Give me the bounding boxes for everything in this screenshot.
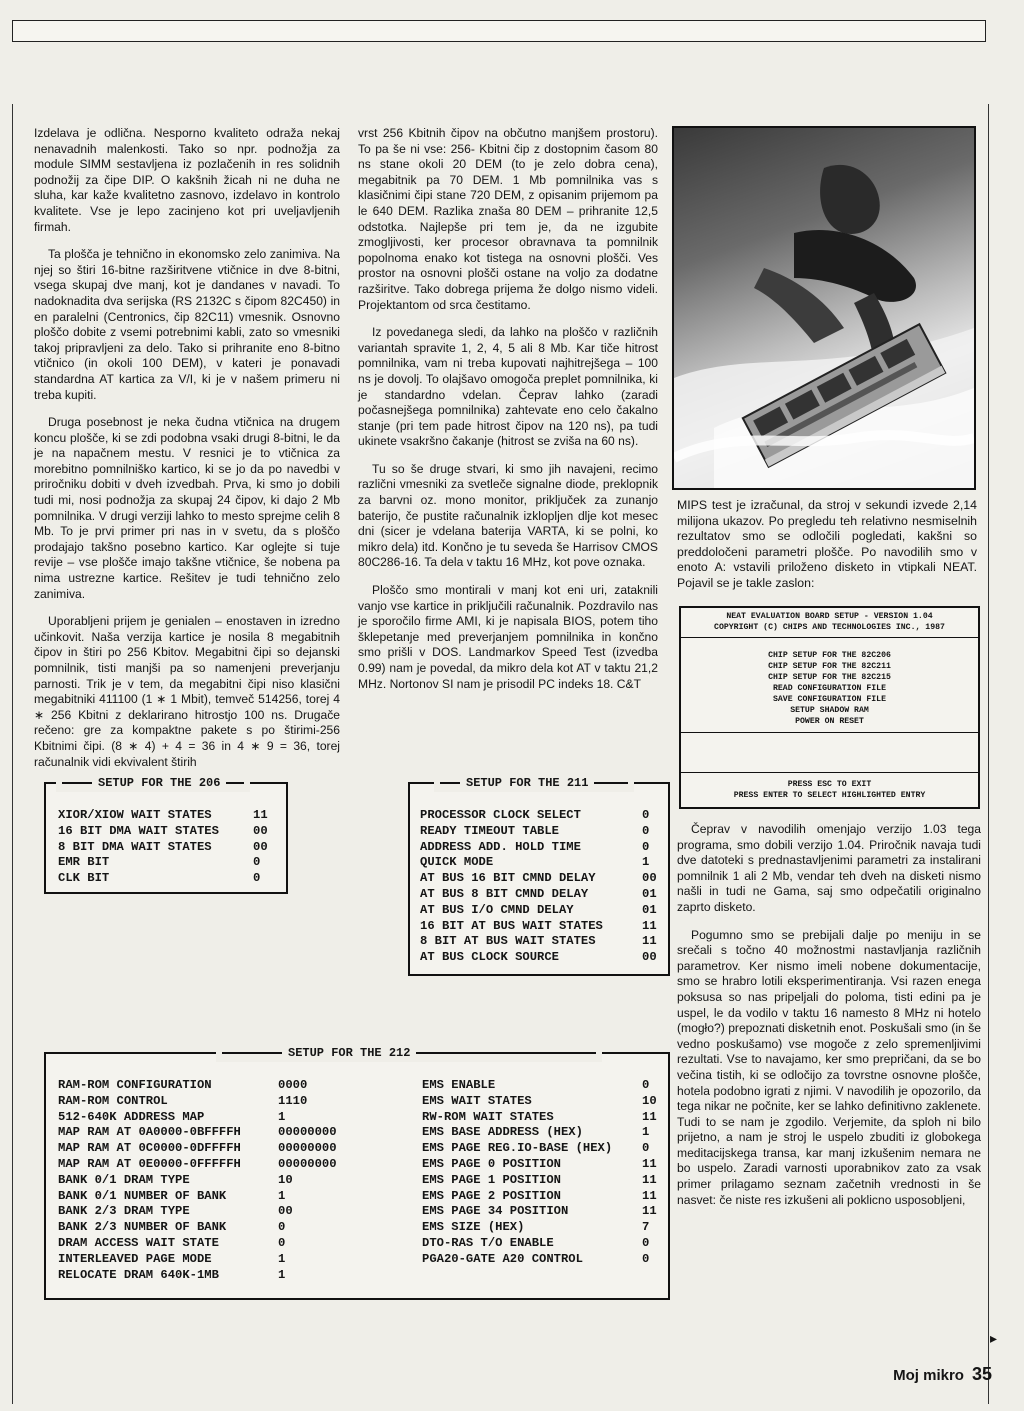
header-rule-box (12, 20, 986, 42)
setup-key: EMS PAGE 1 POSITION (422, 1172, 561, 1187)
setup-key: BANK 0/1 DRAM TYPE (58, 1172, 190, 1187)
setup-206-title (56, 774, 250, 792)
column-3-caption (677, 498, 977, 592)
setup-value: 00 (642, 950, 657, 965)
setup-value: 11 (642, 934, 657, 949)
setup-row (58, 840, 278, 856)
photo-illustration (674, 128, 974, 488)
setup-value: 0 (642, 1141, 650, 1156)
setup-key: MAP RAM AT 0A0000-0BFFFFH (58, 1125, 241, 1140)
setup-key: EMS PAGE 2 POSITION (422, 1188, 561, 1203)
column-2 (358, 126, 658, 704)
neat-footer-line: PRESS ESC TO EXIT (787, 780, 872, 789)
setup-value: 1 (278, 1188, 286, 1203)
setup-row (420, 903, 660, 919)
setup-value: 10 (278, 1172, 293, 1187)
setup-row (422, 1204, 662, 1220)
setup-206-rows (58, 808, 278, 887)
setup-value: 1 (642, 1125, 650, 1140)
neat-menu-item: SETUP SHADOW RAM (790, 706, 869, 715)
setup-value: 11 (642, 1204, 657, 1219)
setup-key: BANK 2/3 NUMBER OF BANK (58, 1220, 227, 1235)
setup-key: EMS BASE ADDRESS (HEX) (422, 1125, 583, 1140)
setup-row (58, 1094, 358, 1110)
neat-header-line: COPYRIGHT (C) CHIPS AND TECHNOLOGIES INC., 1987 (714, 623, 945, 632)
setup-key: DTO-RAS T/O ENABLE (422, 1235, 554, 1250)
setup-row (58, 1110, 358, 1126)
setup-row (420, 871, 660, 887)
setup-key: EMS SIZE (HEX) (422, 1220, 525, 1235)
setup-key: 16 BIT DMA WAIT STATES (58, 823, 219, 838)
paragraph: MIPS test je izračunal, da stroj v sekundi izvede 2,14 milijona ukazov. Po pregledu teh relativno nesmiselnih rezultatov smo se odločili pogledati, kakšni so preddoločeni parametri plošče. Po navodilih smo v enoto A: vstavili priloženo disketo in vtipkali NEAT. Pojavil se je takle zaslon: (677, 498, 977, 590)
setup-value: 0 (253, 855, 261, 870)
setup-key: EMS PAGE 0 POSITION (422, 1156, 561, 1171)
page-number: 35 (971, 1364, 992, 1384)
setup-value: 00 (253, 839, 268, 854)
neat-footer-line: PRESS ENTER TO SELECT HIGHLIGHTED ENTRY (733, 791, 926, 800)
setup-key: CLK BIT (58, 871, 110, 886)
setup-row (420, 919, 660, 935)
setup-row (422, 1236, 662, 1252)
setup-key: 8 BIT AT BUS WAIT STATES (420, 934, 596, 949)
setup-key: AT BUS I/O CMND DELAY (420, 902, 574, 917)
paragraph: Druga posebnost je neka čudna vtičnica na drugem koncu plošče, ki se zdi podobna vsaki drugi 8-bitni, le da je na napačnem mestu. V resnici je to vtičnica za morebitno pomnilniško kartico, ki se jo da po navedbi v priročniku dobiti v dveh izvedbah. Prva, ki smo jo dobili tudi mi, nosi podnožja za skupaj 24 čipov, ki dajo 2 Mb pomnilnika. V drugi verziji lahko to mesto sprejme celih 8 Mb. To je prvi primer pri nas in v svetu, da s ploščo prodajajo takšno posebno kartico. Kar oglejte si tuje revije – vse plošče imajo takšne vtičnice, še nobena pa nima ustrezne kartice. Rešitev je tudi tehnično zelo zanimiva. (34, 415, 340, 601)
setup-value: 0000 (278, 1078, 308, 1092)
setup-211-rows (420, 808, 660, 966)
setup-key: EMR BIT (58, 855, 110, 870)
continue-arrow-icon: ▸ (990, 1330, 998, 1346)
setup-row (58, 1204, 358, 1220)
setup-value: 0 (642, 823, 650, 838)
setup-row (422, 1125, 662, 1141)
setup-key: DRAM ACCESS WAIT STATE (58, 1235, 219, 1250)
setup-value: 11 (642, 1188, 657, 1203)
setup-key: 512-640K ADDRESS MAP (58, 1109, 205, 1124)
neat-setup-screen (679, 606, 980, 809)
setup-212-title (216, 1044, 602, 1062)
paragraph: Čeprav v navodilih omenjajo verzijo 1.03 tega programa, smo dobili verzijo 1.04. Priročnik navaja tudi dve datoteki s prednastavljenimi parametri za instalirani pomnilnik 1 ali 2 Mb, vendar teh dveh na disketi nismo našli in tudi ne Gama, saj smo odpečatili originalno zaprto disketo. (677, 822, 981, 914)
column-1 (34, 126, 340, 782)
neat-screen-menu (681, 638, 978, 731)
setup-value: 00000000 (278, 1156, 337, 1171)
setup-row (58, 855, 278, 871)
setup-row (58, 1268, 358, 1284)
setup-value: 0 (253, 871, 261, 886)
setup-row (58, 1141, 358, 1157)
paragraph: Tu so še druge stvari, ki smo jih navajeni, recimo različni vmesniki za svetleče signalne diode, preklopnik za barvni oz. mono monitor, priključek za zunanjo baterijo, če pustite računalnik izklopljen dlje kot mesec dni (sicer je vdelana baterija VARTA, ki se polni, ko mikro dela) itd. Končno je tu seveda še Harrisov CMOS 80C286-16. Ta dela v taktu 16 MHz, kot pove oznaka. (358, 461, 658, 570)
setup-value: 10 (642, 1093, 657, 1108)
paragraph: Pogumno smo se prebijali dalje po meniju in se srečali s točno 40 možnostmi nastavljanja različnih parametrov. Ker nismo imeli nobene dokumentacije, smo se hrabro lotili eksperimentiranja. Vsi razen enega poksusa so nas pripeljali do poloma, tisti edini pa je uspel, le da vodilo v taktu 16 namesto 8 MHz ni hotelo (mogło?) prepoznati disketnih enot. Poskušali smo (in še vedno poskušamo) vse mogoče z zelo spremenljivimi rezultati. Vse to navajamo, ker smo prepričani, da se bo večina tistih, ki se odločijo za tovrstne osnovne plošče, hotela podobno igrati z njimi. V navodilih je opozorilo, da tega nikar ne počnite, ker se lahko definitivno zaklenete. Tudi to se nam je zgodilo. Verjemite, da sploh ni bilo prijetno, a nam je stroj le uspelo zbuditi iz globokega meditacijskega transa, kar manj izkušenim nemara ne bo uspelo. Zaradi varnosti uporabnikov zato za vsak primer prilagamo seznam začetnih vrednosti in še nasvet: če niste res izkušeni ali poklicno usposobljeni, (677, 927, 981, 1207)
setup-row (58, 824, 278, 840)
setup-212-box (44, 1046, 670, 1300)
setup-value: 00000000 (278, 1141, 337, 1156)
setup-key: EMS WAIT STATES (422, 1093, 532, 1108)
setup-value: 00000000 (278, 1125, 337, 1140)
setup-211-title-text: SETUP FOR THE 211 (466, 776, 589, 790)
paragraph: Ploščo smo montirali v manj kot eni uri, zataknili vanjo vse kartice in priključili računalnik. Pozdravilo nas je sporočilo firme AMI, ki je napisala BIOS, potem tiho šklepetanje med preverjanjem pomnilnika in končno smo prišli v DOS. Landmarkov Speed Test (izvedba 0.99) nam je povedal, da mikro dela kot AT v taktu 21,2 MHz. Nortonov SI nam je prisodil PC indeks 18. C&T (358, 583, 658, 691)
setup-row (58, 808, 278, 824)
setup-key: QUICK MODE (420, 855, 494, 870)
setup-value: 7 (642, 1220, 650, 1235)
setup-row (58, 1173, 358, 1189)
setup-row (58, 1125, 358, 1141)
setup-value: 0 (278, 1220, 286, 1235)
setup-row (420, 855, 660, 871)
setup-value: 00 (253, 823, 268, 838)
neat-menu-item: CHIP SETUP FOR THE 82C211 (768, 662, 891, 671)
setup-value: 0 (642, 1078, 650, 1092)
setup-row (58, 1252, 358, 1268)
setup-value: 00 (278, 1204, 293, 1219)
setup-211-box (408, 776, 670, 976)
setup-row (422, 1078, 662, 1094)
setup-row (420, 824, 660, 840)
setup-key: AT BUS 16 BIT CMND DELAY (420, 871, 596, 886)
photo-skier-with-board (672, 126, 976, 490)
setup-row (58, 1236, 358, 1252)
neat-screen-footer (681, 772, 978, 807)
setup-key: ADDRESS ADD. HOLD TIME (420, 839, 581, 854)
setup-key: RW-ROM WAIT STATES (422, 1109, 554, 1124)
neat-header-line: NEAT EVALUATION BOARD SETUP - VERSION 1.04 (726, 612, 933, 621)
neat-menu-item: POWER ON RESET (795, 717, 864, 726)
neat-screen-divider (681, 732, 978, 733)
setup-key: RELOCATE DRAM 640K-1MB (58, 1267, 219, 1282)
setup-row (420, 934, 660, 950)
column-3 (677, 822, 981, 1220)
paragraph: Uporabljeni prijem je genialen – enostaven in izredno učinkovit. Naša verzija kartice je nosila 8 megabitnih čipov in štiri po 256 Kbitov. Megabitni čipi so dejanski pomnilnik, tisti manjši pa so namenjeni preverjanju parnosti. Trik je v tem, da megabitni čipi niso klasični megabitniki 411100 (1 ∗ 1 Mbit), temveč 514256, torej 4 ∗ 256 Kbitni z deklariranо hitrostjo 100 ns. Drugače rečeno: gre za kompaktne pakete s po štirimi-256 Kbitnimi čipi. (8 ∗ 4) + 4 = 36 in 4 ∗ 9 = 36, torej računalnik vidi ekvivalent štirih (34, 614, 340, 769)
setup-key: MAP RAM AT 0E0000-0FFFFFH (58, 1156, 241, 1171)
setup-row (58, 1189, 358, 1205)
setup-value: 01 (642, 886, 657, 901)
setup-value: 11 (642, 1156, 657, 1171)
setup-key: EMS ENABLE (422, 1078, 496, 1092)
setup-row (422, 1189, 662, 1205)
setup-value: 0 (642, 1235, 650, 1250)
setup-key: INTERLEAVED PAGE MODE (58, 1251, 212, 1266)
setup-key: PGA20-GATE A20 CONTROL (422, 1251, 583, 1266)
setup-row (420, 950, 660, 966)
setup-value: 11 (642, 1109, 657, 1124)
neat-screen-header (681, 608, 978, 638)
setup-206-title-text: SETUP FOR THE 206 (98, 776, 221, 790)
setup-row (422, 1173, 662, 1189)
page-footer (893, 1364, 992, 1385)
setup-key: AT BUS 8 BIT CMND DELAY (420, 886, 589, 901)
setup-row (422, 1157, 662, 1173)
setup-key: XIOR/XIOW WAIT STATES (58, 808, 212, 822)
setup-key: BANK 2/3 DRAM TYPE (58, 1204, 190, 1219)
setup-row (422, 1220, 662, 1236)
paragraph: Iz povedanega sledi, da lahko na ploščo v različnih variantah spravite 1, 2, 4, 5 ali 8 Mb. Kar tiče hitrost pomnilnika, vam ni treba kupovati najhitrejšega – 100 ns je dovolj. To olajšavo omogoča preplet pomnilnika, ki je standardno vdelan. Čeprav lahko (zaradi počasnejšega pomnilnika) zahtevate eno celo čakalno stanje (pri tem pade hitrost čipov na 120 ns), pa tudi ukinete vsakršno čakanje (hitrost se zviša na 60 ns). (358, 325, 658, 449)
setup-value: 11 (642, 1172, 657, 1187)
setup-212-title-text: SETUP FOR THE 212 (288, 1046, 411, 1060)
setup-row (420, 887, 660, 903)
neat-menu-item: CHIP SETUP FOR THE 82C206 (768, 651, 891, 660)
setup-row (58, 1220, 358, 1236)
setup-key: RAM-ROM CONFIGURATION (58, 1078, 212, 1092)
setup-value: 11 (642, 918, 657, 933)
setup-value: 1110 (278, 1093, 308, 1108)
setup-row (58, 1078, 358, 1094)
setup-value: 1 (278, 1251, 286, 1266)
setup-value: 01 (642, 902, 657, 917)
setup-key: 8 BIT DMA WAIT STATES (58, 839, 212, 854)
neat-menu-item: SAVE CONFIGURATION FILE (772, 695, 886, 704)
setup-key: BANK 0/1 NUMBER OF BANK (58, 1188, 227, 1203)
setup-value: 0 (642, 1251, 650, 1266)
setup-key: MAP RAM AT 0C0000-0DFFFFH (58, 1141, 241, 1156)
paragraph: vrst 256 Kbitnih čipov na občutno manjšem prostoru). To pa še ni vse: 256- Kbitni čip z dostopnim časom 80 ns stane okoli 20 DEM (to je zelo dobra cena), megabitnik pa 70 DEM. 1 Mb pomnilnika vas s klasičnimi čipi stane 720 DEM, z opisanim prijemom pa le 640 DEM. Razlika znaša 80 DEM – prihranite 12,5 odstotka. Najlepše pri tem je, da ne izgubite zmogljivosti, ker procesor obravnava ta pomnilnik popolnoma enako kot tistega na osnovni plošči. Ves prostor na osnovni plošči ostane na voljo za dodatne razširitve. Tako dobrega prijema že dolgo nismo videli. Projektantom od srca čestitamo. (358, 126, 658, 312)
setup-row (422, 1252, 662, 1268)
setup-key: 16 BIT AT BUS WAIT STATES (420, 918, 603, 933)
setup-row (422, 1094, 662, 1110)
setup-key: PROCESSOR CLOCK SELECT (420, 808, 581, 822)
paragraph: Izdelava je odlična. Nesporno kvaliteto odraža nekaj nenavadnih malenkosti. Tako so npr. podnožja za module SIMM sestavljena iz pozlačenih in res solidnih podnožij za čipe DIP. O kakšnih žicah ni ne duha ne sluha, kar kaže kvalitetno zasnovo, izdelavo in kontrolo kvalitete. Vse je lepo zacinjeno kot pri uveljavljenih firmah. (34, 126, 340, 234)
setup-row (58, 871, 278, 887)
magazine-name: Moj mikro (893, 1367, 964, 1384)
setup-key: EMS PAGE 34 POSITION (422, 1204, 569, 1219)
setup-row (422, 1141, 662, 1157)
setup-206-box (44, 776, 288, 894)
neat-menu-item: READ CONFIGURATION FILE (772, 684, 886, 693)
setup-value: 0 (642, 839, 650, 854)
setup-key: AT BUS CLOCK SOURCE (420, 950, 559, 965)
setup-value: 1 (278, 1109, 286, 1124)
setup-key: EMS PAGE REG.IO-BASE (HEX) (422, 1141, 613, 1156)
setup-key: READY TIMEOUT TABLE (420, 823, 559, 838)
setup-row (420, 840, 660, 856)
setup-212-left-rows (58, 1078, 358, 1283)
setup-value: 0 (278, 1235, 286, 1250)
setup-value: 1 (278, 1267, 286, 1282)
setup-value: 0 (642, 808, 650, 822)
setup-key: RAM-ROM CONTROL (58, 1093, 168, 1108)
setup-211-title (434, 774, 634, 792)
neat-menu-item: CHIP SETUP FOR THE 82C215 (768, 673, 891, 682)
setup-value: 11 (253, 808, 268, 822)
setup-value: 1 (642, 855, 650, 870)
setup-row (422, 1110, 662, 1126)
setup-212-right-rows (422, 1078, 662, 1268)
setup-row (58, 1157, 358, 1173)
setup-row (420, 808, 660, 824)
paragraph: Ta plošča je tehnično in ekonomsko zelo zanimiva. Na njej so štiri 16-bitne razširitvene vtičnice in dve 8-bitni, vsega skupaj dve manj, kot je dandanes v navadi. To nadoknadita dva serijska (RS 2132C s čipom 82C450) in en paralelni (Centronics, čip 82C11) vmesnik. Osnovno ploščo dobite z vsemi potrebnimi kabli, zato so vmesniki takoj pripravljeni za delo. Tako si prihranite eno 8-bitno vtičnico (in okoli 100 DEM), v kateri je ponavadi standardna AT kartica za V/I, ki je v našem primeru ni treba kupiti. (34, 247, 340, 402)
setup-value: 00 (642, 871, 657, 886)
